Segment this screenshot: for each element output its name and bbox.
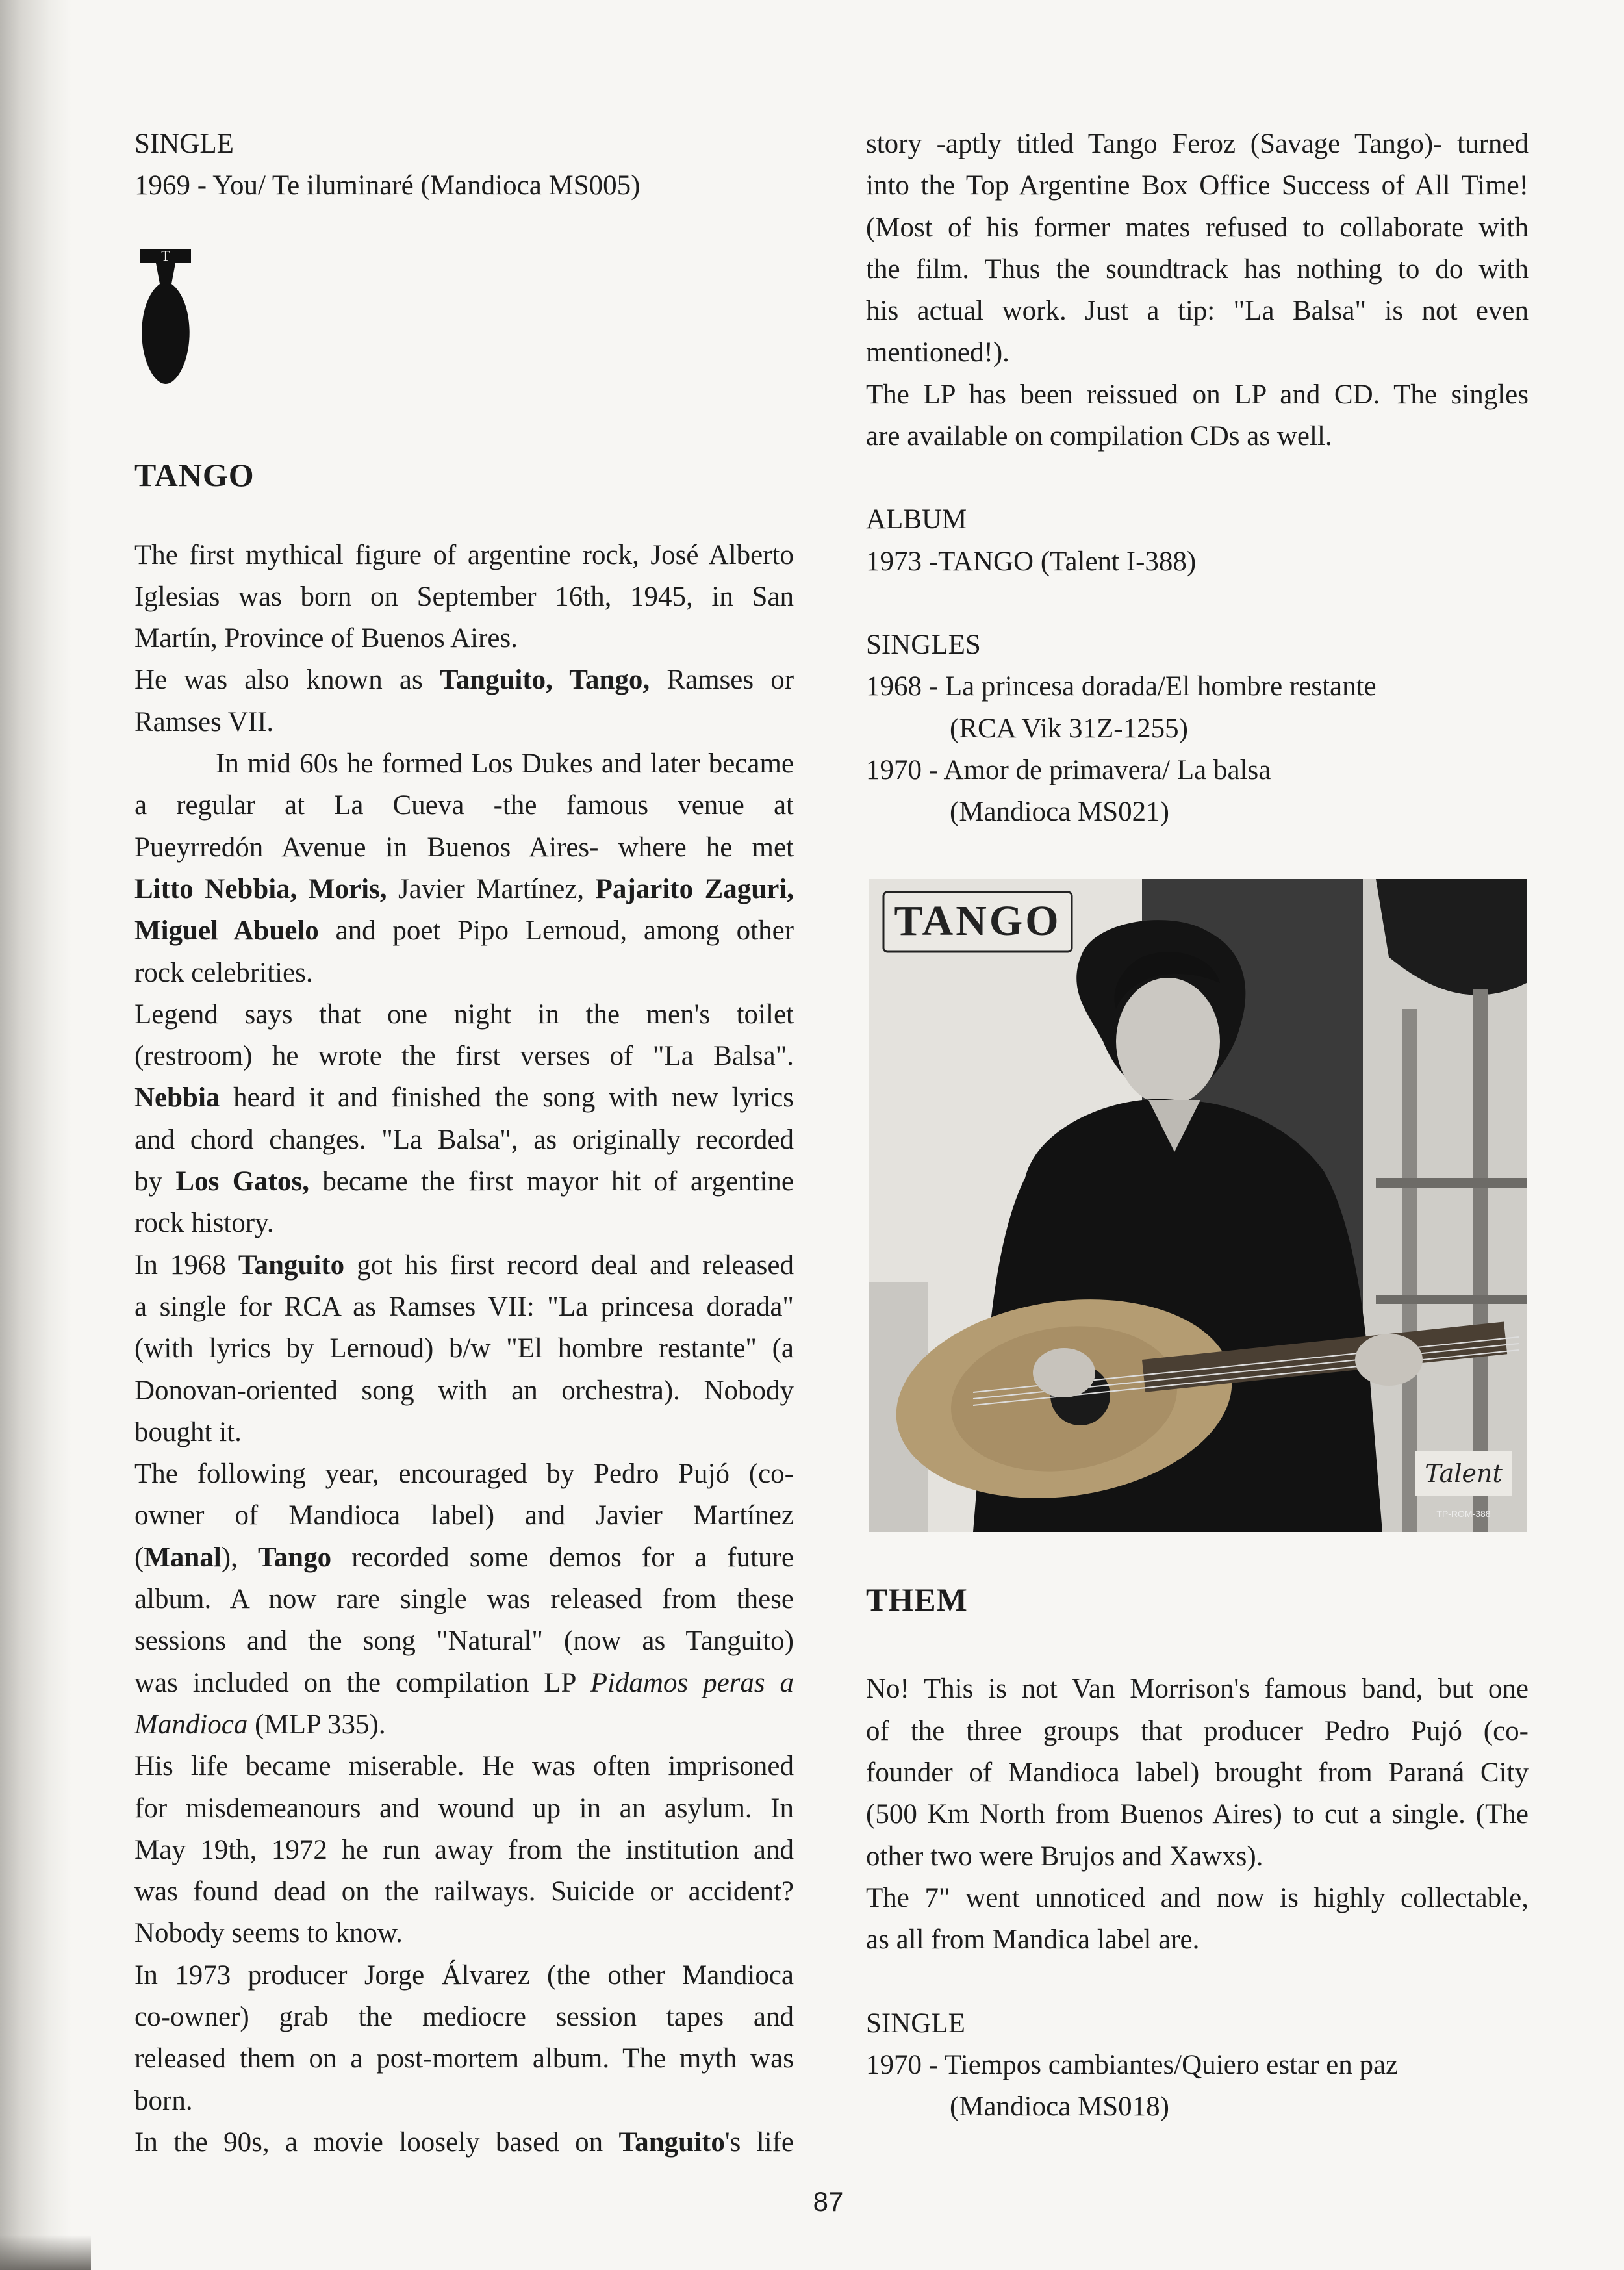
- text-line: a regular at La Cueva -the famous venue at: [134, 790, 794, 821]
- album-cover-photo: [869, 879, 1527, 1532]
- single-entry: 1970 - Tiempos cambiantes/Quiero estar en paz: [866, 2049, 1399, 2080]
- text-line: Iglesias was born on September 16th, 1945, in San: [134, 581, 794, 612]
- svg-text:Talent: Talent: [1425, 1459, 1503, 1488]
- text-line: rock celebrities.: [134, 957, 313, 988]
- text-line: was included on the compilation LP Pidamos peras a: [134, 1667, 794, 1698]
- text-line: (with lyrics by Lernoud) b/w "El hombre restante" (a: [134, 1333, 794, 1364]
- text-line: Ramses VII.: [134, 706, 274, 737]
- text-line: was found dead on the railways. Suicide or accident?: [134, 1876, 794, 1907]
- tango-biography: [134, 535, 794, 2164]
- album-label: ALBUM: [866, 504, 967, 535]
- text-line: released them on a post-mortem album. The myth was: [134, 2043, 794, 2074]
- singles-catalog: (Mandioca MS021): [950, 797, 1169, 828]
- text-line: Legend says that one night in the men's toilet: [134, 999, 794, 1030]
- singles-entry: 1970 - Amor de primavera/ La balsa: [866, 754, 1271, 785]
- text-line: Martín, Province of Buenos Aires.: [134, 623, 518, 654]
- text-line: other two were Brujos and Xawxs).: [866, 1841, 1263, 1872]
- text-line: In the 90s, a movie loosely based on Tanguito's life: [134, 2126, 794, 2158]
- text-line: into the Top Argentine Box Office Success of All Time!: [866, 170, 1529, 201]
- text-line: May 19th, 1972 he run away from the institution and: [134, 1834, 794, 1865]
- svg-text:TANGO: TANGO: [894, 897, 1061, 945]
- top-single-label: SINGLE: [134, 129, 234, 159]
- text-line: for misdemeanours and wound up in an asylum. In: [134, 1792, 794, 1824]
- talent-label-logo: [1415, 1451, 1512, 1496]
- page-corner-shadow: [0, 2235, 91, 2270]
- text-line: Mandioca (MLP 335).: [134, 1709, 386, 1740]
- book-spine-shadow: [0, 0, 71, 2270]
- single-label: SINGLE: [866, 2008, 965, 2039]
- singles-entry: 1968 - La princesa dorada/El hombre restante: [866, 671, 1377, 702]
- text-line: rock history.: [134, 1208, 274, 1239]
- text-line: Donovan-oriented song with an orchestra). Nobody: [134, 1375, 794, 1406]
- singles-label: SINGLES: [866, 629, 981, 660]
- text-line: No! This is not Van Morrison's famous band, but one: [866, 1674, 1529, 1705]
- cover-catalog-number: TP-ROM-388: [1436, 1509, 1491, 1519]
- text-line: The following year, encouraged by Pedro Pujó (co-: [134, 1459, 794, 1490]
- text-line: are available on compilation CDs as well.: [866, 421, 1332, 452]
- text-line: his actual work. Just a tip: "La Balsa" is not even: [866, 296, 1529, 327]
- drop-cap-t: [136, 244, 195, 387]
- them-description: [866, 1668, 1529, 1961]
- text-line: In 1968 Tanguito got his first record deal and released: [134, 1249, 794, 1281]
- page-number: 87: [813, 2186, 844, 2217]
- text-line: a single for RCA as Ramses VII: "La princesa dorada": [134, 1291, 794, 1322]
- album-entry: 1973 -TANGO (Talent I-388): [866, 546, 1197, 577]
- text-line: owner of Mandioca label) and Javier Martínez: [134, 1500, 794, 1531]
- text-line: The first mythical figure of argentine rock, José Alberto: [134, 539, 794, 570]
- text-line: (Most of his former mates refused to collaborate with: [866, 212, 1529, 243]
- text-line: Nebbia heard it and finished the song with new lyrics: [134, 1082, 794, 1114]
- left-column: [134, 123, 794, 2163]
- text-line: co-owner) grab the mediocre session tapes and: [134, 2001, 794, 2032]
- text-line: Litto Nebbia, Moris, Javier Martínez, Pajarito Zaguri,: [134, 873, 794, 904]
- text-line: In 1973 producer Jorge Álvarez (the other Mandioca: [134, 1959, 794, 1991]
- text-line: The LP has been reissued on LP and CD. The singles: [866, 379, 1529, 410]
- text-line: (500 Km North from Buenos Aires) to cut a single. (The: [866, 1799, 1529, 1830]
- text-line: founder of Mandioca label) brought from Paraná City: [866, 1757, 1529, 1789]
- text-line: story -aptly titled Tango Feroz (Savage Tango)- turned: [866, 129, 1529, 159]
- single-catalog: (Mandioca MS018): [950, 2091, 1169, 2123]
- text-line: He was also known as Tanguito, Tango, Ramses or: [134, 665, 794, 696]
- text-line: of the three groups that producer Pedro Pujó (co-: [866, 1715, 1529, 1746]
- text-line: the film. Thus the soundtrack has nothing to do with: [866, 253, 1529, 285]
- text-line: (restroom) he wrote the first verses of "La Balsa".: [134, 1041, 794, 1072]
- text-line: Pueyrredón Avenue in Buenos Aires- where he met: [134, 832, 794, 863]
- text-line: album. A now rare single was released from these: [134, 1584, 794, 1615]
- text-line: Nobody seems to know.: [134, 1918, 403, 1949]
- text-line: Miguel Abuelo and poet Pipo Lernoud, among other: [134, 915, 794, 947]
- text-line: and chord changes. "La Balsa", as originally recorded: [134, 1124, 794, 1155]
- text-line: sessions and the song "Natural" (now as Tanguito): [134, 1626, 794, 1657]
- text-line: The 7" went unnoticed and now is highly collectable,: [866, 1882, 1529, 1913]
- cover-title: [883, 892, 1072, 952]
- singles-catalog: (RCA Vik 31Z-1255): [950, 713, 1188, 744]
- tango-heading: TANGO: [134, 456, 255, 493]
- text-line: born.: [134, 2085, 193, 2116]
- text-line: mentioned!).: [866, 337, 1009, 368]
- text-line: bought it.: [134, 1416, 242, 1447]
- drop-cap-letter: T: [161, 248, 170, 264]
- text-line: as all from Mandica label are.: [866, 1924, 1200, 1956]
- top-single-entry: 1969 - You/ Te iluminaré (Mandioca MS005): [134, 170, 641, 201]
- them-heading: THEM: [866, 1581, 968, 1618]
- text-line: (Manal), Tango recorded some demos for a future: [134, 1542, 794, 1573]
- text-line: His life became miserable. He was often imprisoned: [134, 1751, 794, 1782]
- text-line: In mid 60s he formed Los Dukes and later became: [216, 748, 794, 780]
- text-line: by Los Gatos, became the first mayor hit of argentine: [134, 1166, 794, 1197]
